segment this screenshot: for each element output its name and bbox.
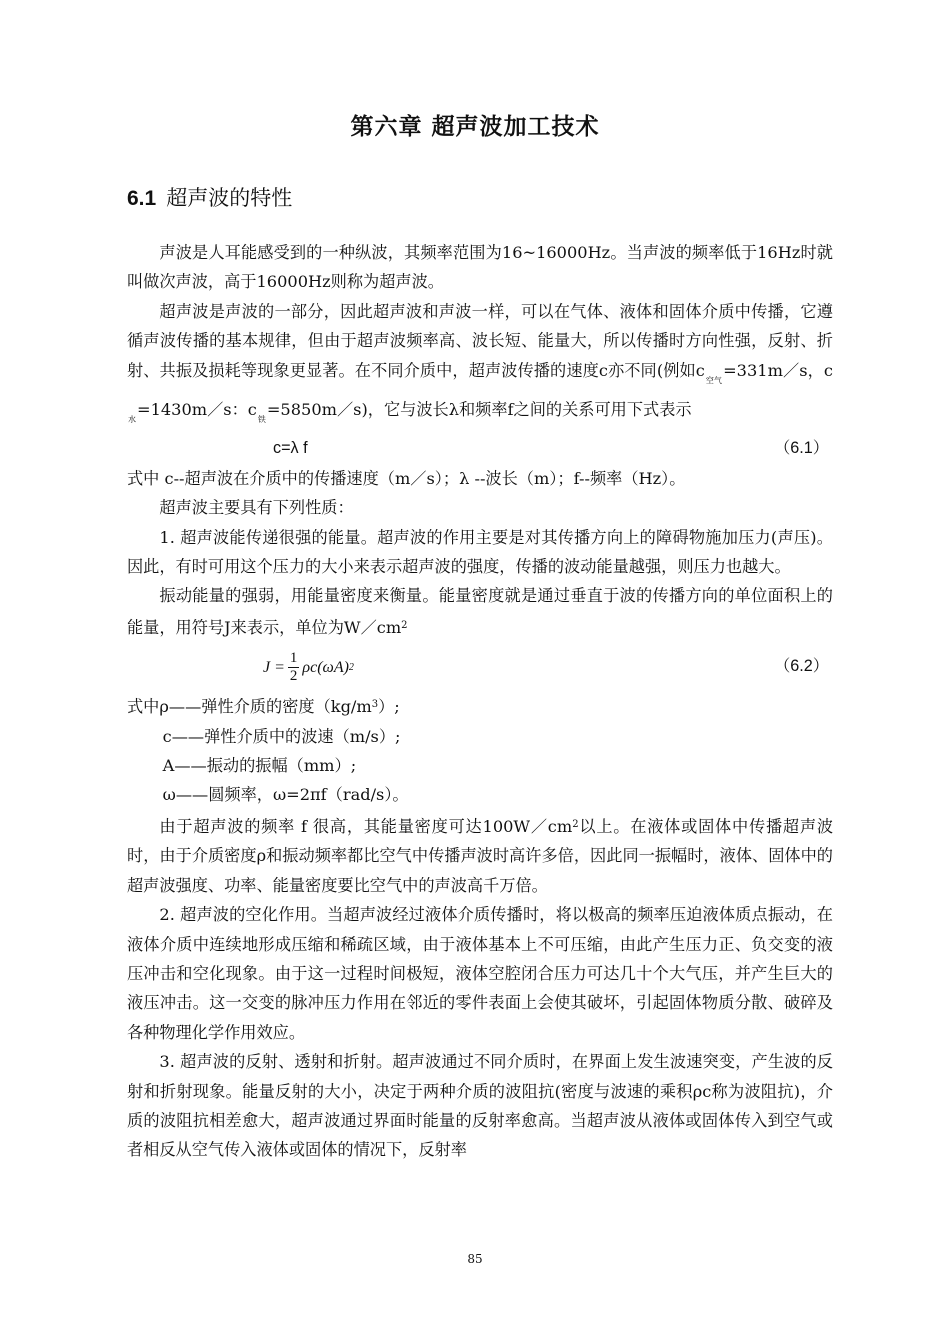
section-title: 超声波的特性 bbox=[166, 186, 293, 210]
equation-6-2-superscript: 2 bbox=[348, 662, 354, 674]
paragraph-7 bbox=[127, 810, 833, 900]
equation-6-2-rhs: ρc(ωA) bbox=[302, 659, 349, 677]
paragraph-2-text-c: =1430m／s：c bbox=[137, 400, 257, 420]
page-number: 85 bbox=[467, 1252, 483, 1266]
chapter-title: 第六章 超声波加工技术 bbox=[350, 114, 600, 140]
equation-6-2-lhs: J = bbox=[263, 659, 285, 677]
paragraph-2-text-d: =5850m／s)，它与波长λ和频率f之间的关系可用下式表示 bbox=[266, 400, 692, 420]
equation-6-1 bbox=[127, 434, 833, 463]
paragraph-1: 声波是人耳能感受到的一种纵波，其频率范围为16~16000Hz。当声波的频率低于16Hz时就叫做次声波，高于16000Hz则称为超声波。 bbox=[127, 243, 833, 292]
equation-6-1-number: （6.1） bbox=[774, 439, 829, 458]
paragraph-2-text-b: =331m／s，c bbox=[723, 360, 834, 380]
definition-rho-text: 式中ρ——弹性介质的密度（kg/m bbox=[127, 697, 372, 717]
equation-6-1-body: c=λ f bbox=[273, 439, 308, 458]
body-text bbox=[127, 238, 833, 1165]
paragraph-6-superscript: 2 bbox=[401, 619, 408, 631]
equation-6-2-number: （6.2） bbox=[774, 657, 829, 676]
paragraph-6-text: 振动能量的强弱，用能量密度来衡量。能量密度就是通过垂直于波的传播方向的单位面积上的能量，用符号J来表示，单位为W／cm bbox=[127, 586, 833, 637]
fraction-denominator: 2 bbox=[289, 668, 298, 685]
subscript-water: 水 bbox=[128, 415, 136, 425]
section-heading bbox=[127, 182, 292, 212]
subscript-iron: 铁 bbox=[257, 415, 266, 425]
paragraph-9: 3. 超声波的反射、透射和折射。超声波通过不同介质时，在界面上发生波速突变，产生波的反射和折射现象。能量反射的大小，决定于两种介质的波阻抗(密度与波速的乘积ρc称为波阻抗)，介质的波阻抗相差愈大，超声波通过界面时能量的反射率愈高。当超声波从液体或固体传入到空气或者相反从空气传入液体或固体的情况下，反射率 bbox=[127, 1052, 833, 1160]
paragraph-3: 式中 c--超声波在介质中的传播速度（m／s）；λ --波长（m）；f--频率（Hz）。 bbox=[127, 468, 686, 488]
paragraph-8: 2. 超声波的空化作用。当超声波经过液体介质传播时，将以极高的频率压迫液体质点振动，在液体介质中连续地形成压缩和稀疏区域，由于液体基本上不可压缩，由此产生压力正、负交变的液压冲击和空化现象。由于这一过程时间极短，液体空腔闭合压力可达几十个大气压，并产生巨大的液压冲击。这一交变的脉冲压力作用在邻近的零件表面上会使其破坏，引起固体物质分散、破碎及各种物理化学作用效应。 bbox=[127, 905, 833, 1042]
paragraph-7-text-a: 由于超声波的频率 f 很高，其能量密度可达100W／cm bbox=[159, 816, 573, 836]
paragraph-6 bbox=[127, 581, 833, 642]
equation-6-2-fraction bbox=[288, 650, 300, 685]
definition-rho bbox=[127, 690, 833, 721]
paragraph-7-text-b: 以上。在液体或固体中传播超声波时，由于介质密度ρ和振动频率都比空气中传播声波时高许多倍，因此同一振幅时，液体、固体中的超声波强度、功率、能量密度要比空气中的声波高千万倍。 bbox=[127, 816, 834, 895]
fraction-numerator: 1 bbox=[289, 650, 298, 667]
definition-rho-end: ）; bbox=[378, 697, 400, 717]
subscript-air: 空气 bbox=[705, 375, 723, 385]
paragraph-5: 1. 超声波能传递很强的能量。超声波的作用主要是对其传播方向上的障碍物施加压力(声压)。因此，有时可用这个压力的大小来表示超声波的强度，传播的波动能量越强，则压力也越大。 bbox=[127, 527, 833, 577]
paragraph-7-superscript: 2 bbox=[572, 818, 579, 830]
definition-c: c——弹性介质中的波速（m/s）; bbox=[162, 726, 401, 746]
section-number: 6.1 bbox=[127, 187, 157, 210]
paragraph-2 bbox=[127, 297, 833, 435]
paragraph-4: 超声波主要具有下列性质： bbox=[159, 498, 354, 518]
paragraph-2-text-a: 超声波是声波的一部分，因此超声波和声波一样，可以在气体、液体和固体介质中传播，它遵循声波传播的基本规律，但由于超声波频率高、波长短、能量大，所以传播时方向性强，反射、折射、共振及损耗等现象更显著。在不同介质中，超声波传播的速度c亦不同(例如c bbox=[127, 301, 833, 380]
definition-omega: ω——圆频率，ω=2πf（rad/s）。 bbox=[162, 785, 409, 805]
definition-rho-superscript: 3 bbox=[371, 699, 379, 711]
definition-a: A——振动的振幅（mm）; bbox=[162, 756, 357, 776]
equation-6-2 bbox=[127, 644, 833, 690]
equation-6-2-body bbox=[263, 650, 354, 685]
